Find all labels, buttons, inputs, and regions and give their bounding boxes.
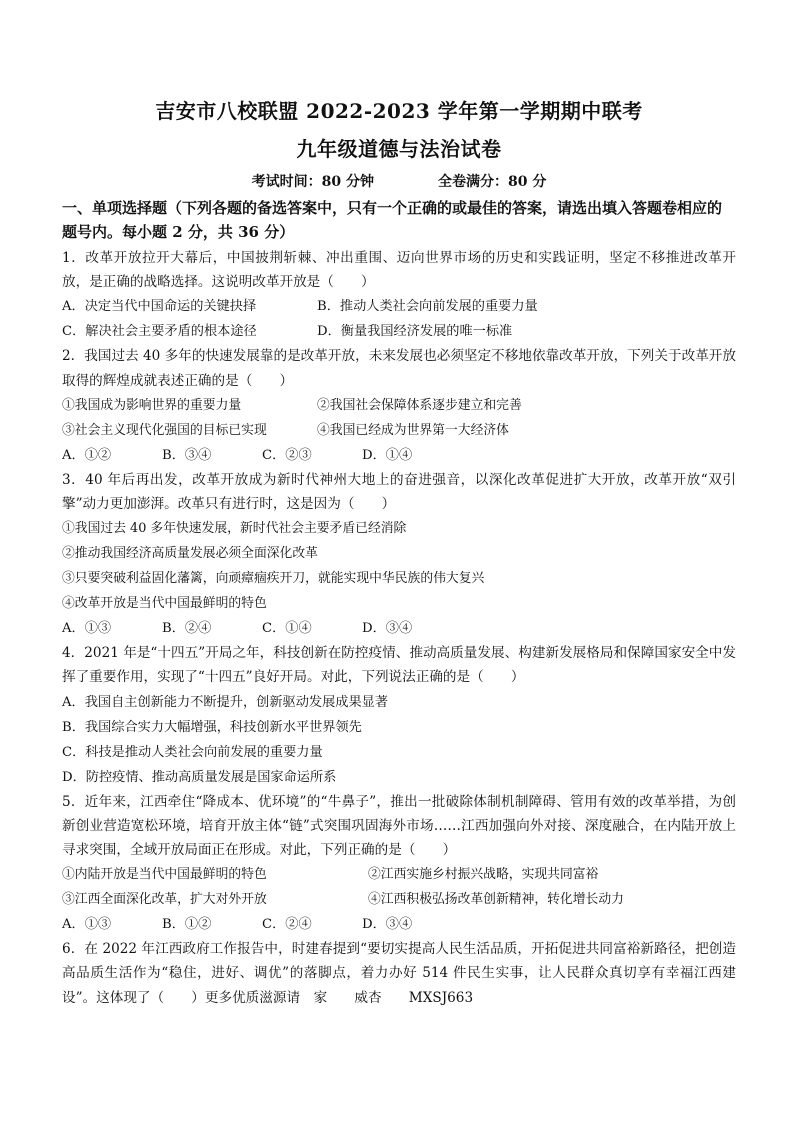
full-score: 全卷满分：80 分 [438, 174, 547, 190]
statement-row [62, 418, 736, 443]
option-d: D．③④ [362, 621, 413, 637]
option-b: B．我国综合实力大幅增强，科技创新水平世界领先 [62, 719, 362, 735]
exam-meta [62, 172, 736, 192]
statement-1: ①我国成为影响世界的重要力量 [62, 397, 242, 413]
statement-3: ③江西全面深化改革，扩大对外开放 [62, 892, 267, 908]
section-heading: 一、单项选择题（下列各题的备选答案中，只有一个正确的或最佳的答案，请选出填入答题卷相应的题号内。每小题 2 分，共 36 分） [62, 199, 723, 241]
question-5 [62, 790, 736, 938]
option-d: D．①④ [362, 447, 413, 463]
statement-3: ③社会主义现代化强国的目标已实现 [62, 422, 267, 438]
statement-row [62, 862, 736, 887]
statement-4: ④江西积极弘扬改革创新精神，转化增长动力 [368, 892, 624, 908]
exam-subtitle: 九年级道德与法治试卷 [296, 137, 502, 161]
statement-4: ④改革开放是当代中国最鲜明的特色 [62, 596, 267, 612]
exam-title: 吉安市八校联盟 2022-2023 学年第一学期期中联考 [155, 99, 643, 123]
option-c: C．②④ [262, 917, 312, 933]
option-d: D．衡量我国经济发展的唯一标准 [317, 324, 513, 340]
option-row [62, 912, 736, 937]
statement-2: ②江西实施乡村振兴战略，实现共同富裕 [368, 867, 599, 883]
option-a: A．我国自主创新能力不断提升，创新驱动发展成果显著 [62, 694, 389, 710]
option-d: D．防控疫情、推动高质量发展是国家命运所系 [62, 769, 337, 785]
question-stem: 3．40 年后再出发，改革开放成为新时代神州大地上的奋进强音，以深化改革促进扩大开放，改革开放“双引擎”动力更加澎湃。改革只有进行时，这是因为（ ） [62, 471, 736, 513]
option-row [62, 319, 736, 344]
option-a: A．①③ [62, 917, 112, 933]
option-c: C．科技是推动人类社会向前发展的重要力量 [62, 744, 323, 760]
option-c: C．②③ [262, 447, 312, 463]
statement-row [62, 393, 736, 418]
option-a: A．决定当代中国命运的关键抉择 [62, 299, 257, 315]
option-row [62, 616, 736, 641]
question-stem: 5．近年来，江西牵住“降成本、优环境”的“牛鼻子”，推出一批破除体制机制障碍、管用有效的改革举措，为创新创业营造宽松环境，培育开放主体“链”式突围巩固海外市场……江西加强向外对接、深度融合，在内陆开放上寻求突围，全域开放局面正在形成。对此，下列正确的是（ ） [62, 793, 736, 859]
statement-2: ②我国社会保障体系逐步建立和完善 [317, 397, 522, 413]
option-row [62, 294, 736, 319]
statement-2: ②推动我国经济高质量发展必须全面深化改革 [62, 546, 318, 562]
option-b: B．③④ [162, 447, 212, 463]
question-stem: 1．改革开放拉开大幕后，中国披荆斩棘、冲出重围、迈向世界市场的历史和实践证明，坚定不移推进改革开放，是正确的战略选择。这说明改革开放是（ ） [62, 250, 736, 291]
question-stem: 4．2021 年是“十四五”开局之年，科技创新在防控疫情、推动高质量发展、构建新发展格局和保障国家安全中发挥了重要作用，实现了“十四五”良好开局。对此，下列说法正确的是（ ） [62, 645, 736, 686]
question-2 [62, 344, 736, 467]
option-b: B．①② [162, 917, 212, 933]
option-c: C．解决社会主要矛盾的根本途径 [62, 324, 257, 340]
statement-row [62, 887, 736, 912]
statement-3: ③只要突破利益固化藩篱，向顽瘴痼疾开刀，就能实现中华民族的伟大复兴 [62, 571, 485, 587]
question-stem: 6．在 2022 年江西政府工作报告中，时建春提到“要切实提高人民生活品质，开拓促进共同富裕新路径，把创造高品质生活作为“稳住，进好、调优”的落脚点，着力办好 514 件民生实事，让人民群众真切享有幸福江西建设”。这体现了（ ）更多优质滋源请 家 威杏 MXSJ663 [62, 941, 736, 1006]
statement-1: ①内陆开放是当代中国最鲜明的特色 [62, 867, 267, 883]
option-b: B．②④ [162, 621, 212, 637]
question-3 [62, 468, 736, 641]
option-b: B．推动人类社会向前发展的重要力量 [317, 299, 538, 315]
option-a: A．①② [62, 447, 112, 463]
question-6 [62, 937, 736, 1010]
question-stem: 2．我国过去 40 多年的快速发展靠的是改革开放，未来发展也必须坚定不移地依靠改革开放，下列关于改革开放取得的辉煌成就表述正确的是（ ） [62, 348, 736, 389]
question-1 [62, 246, 736, 344]
option-row [62, 443, 736, 468]
statement-1: ①我国过去 40 多年快速发展，新时代社会主要矛盾已经消除 [62, 521, 407, 537]
option-d: D．③④ [362, 917, 413, 933]
option-a: A．①③ [62, 621, 112, 637]
exam-time: 考试时间：80 分钟 [251, 174, 374, 190]
option-c: C．①④ [262, 621, 312, 637]
statement-4: ④我国已经成为世界第一大经济体 [317, 422, 509, 438]
question-4 [62, 641, 736, 789]
